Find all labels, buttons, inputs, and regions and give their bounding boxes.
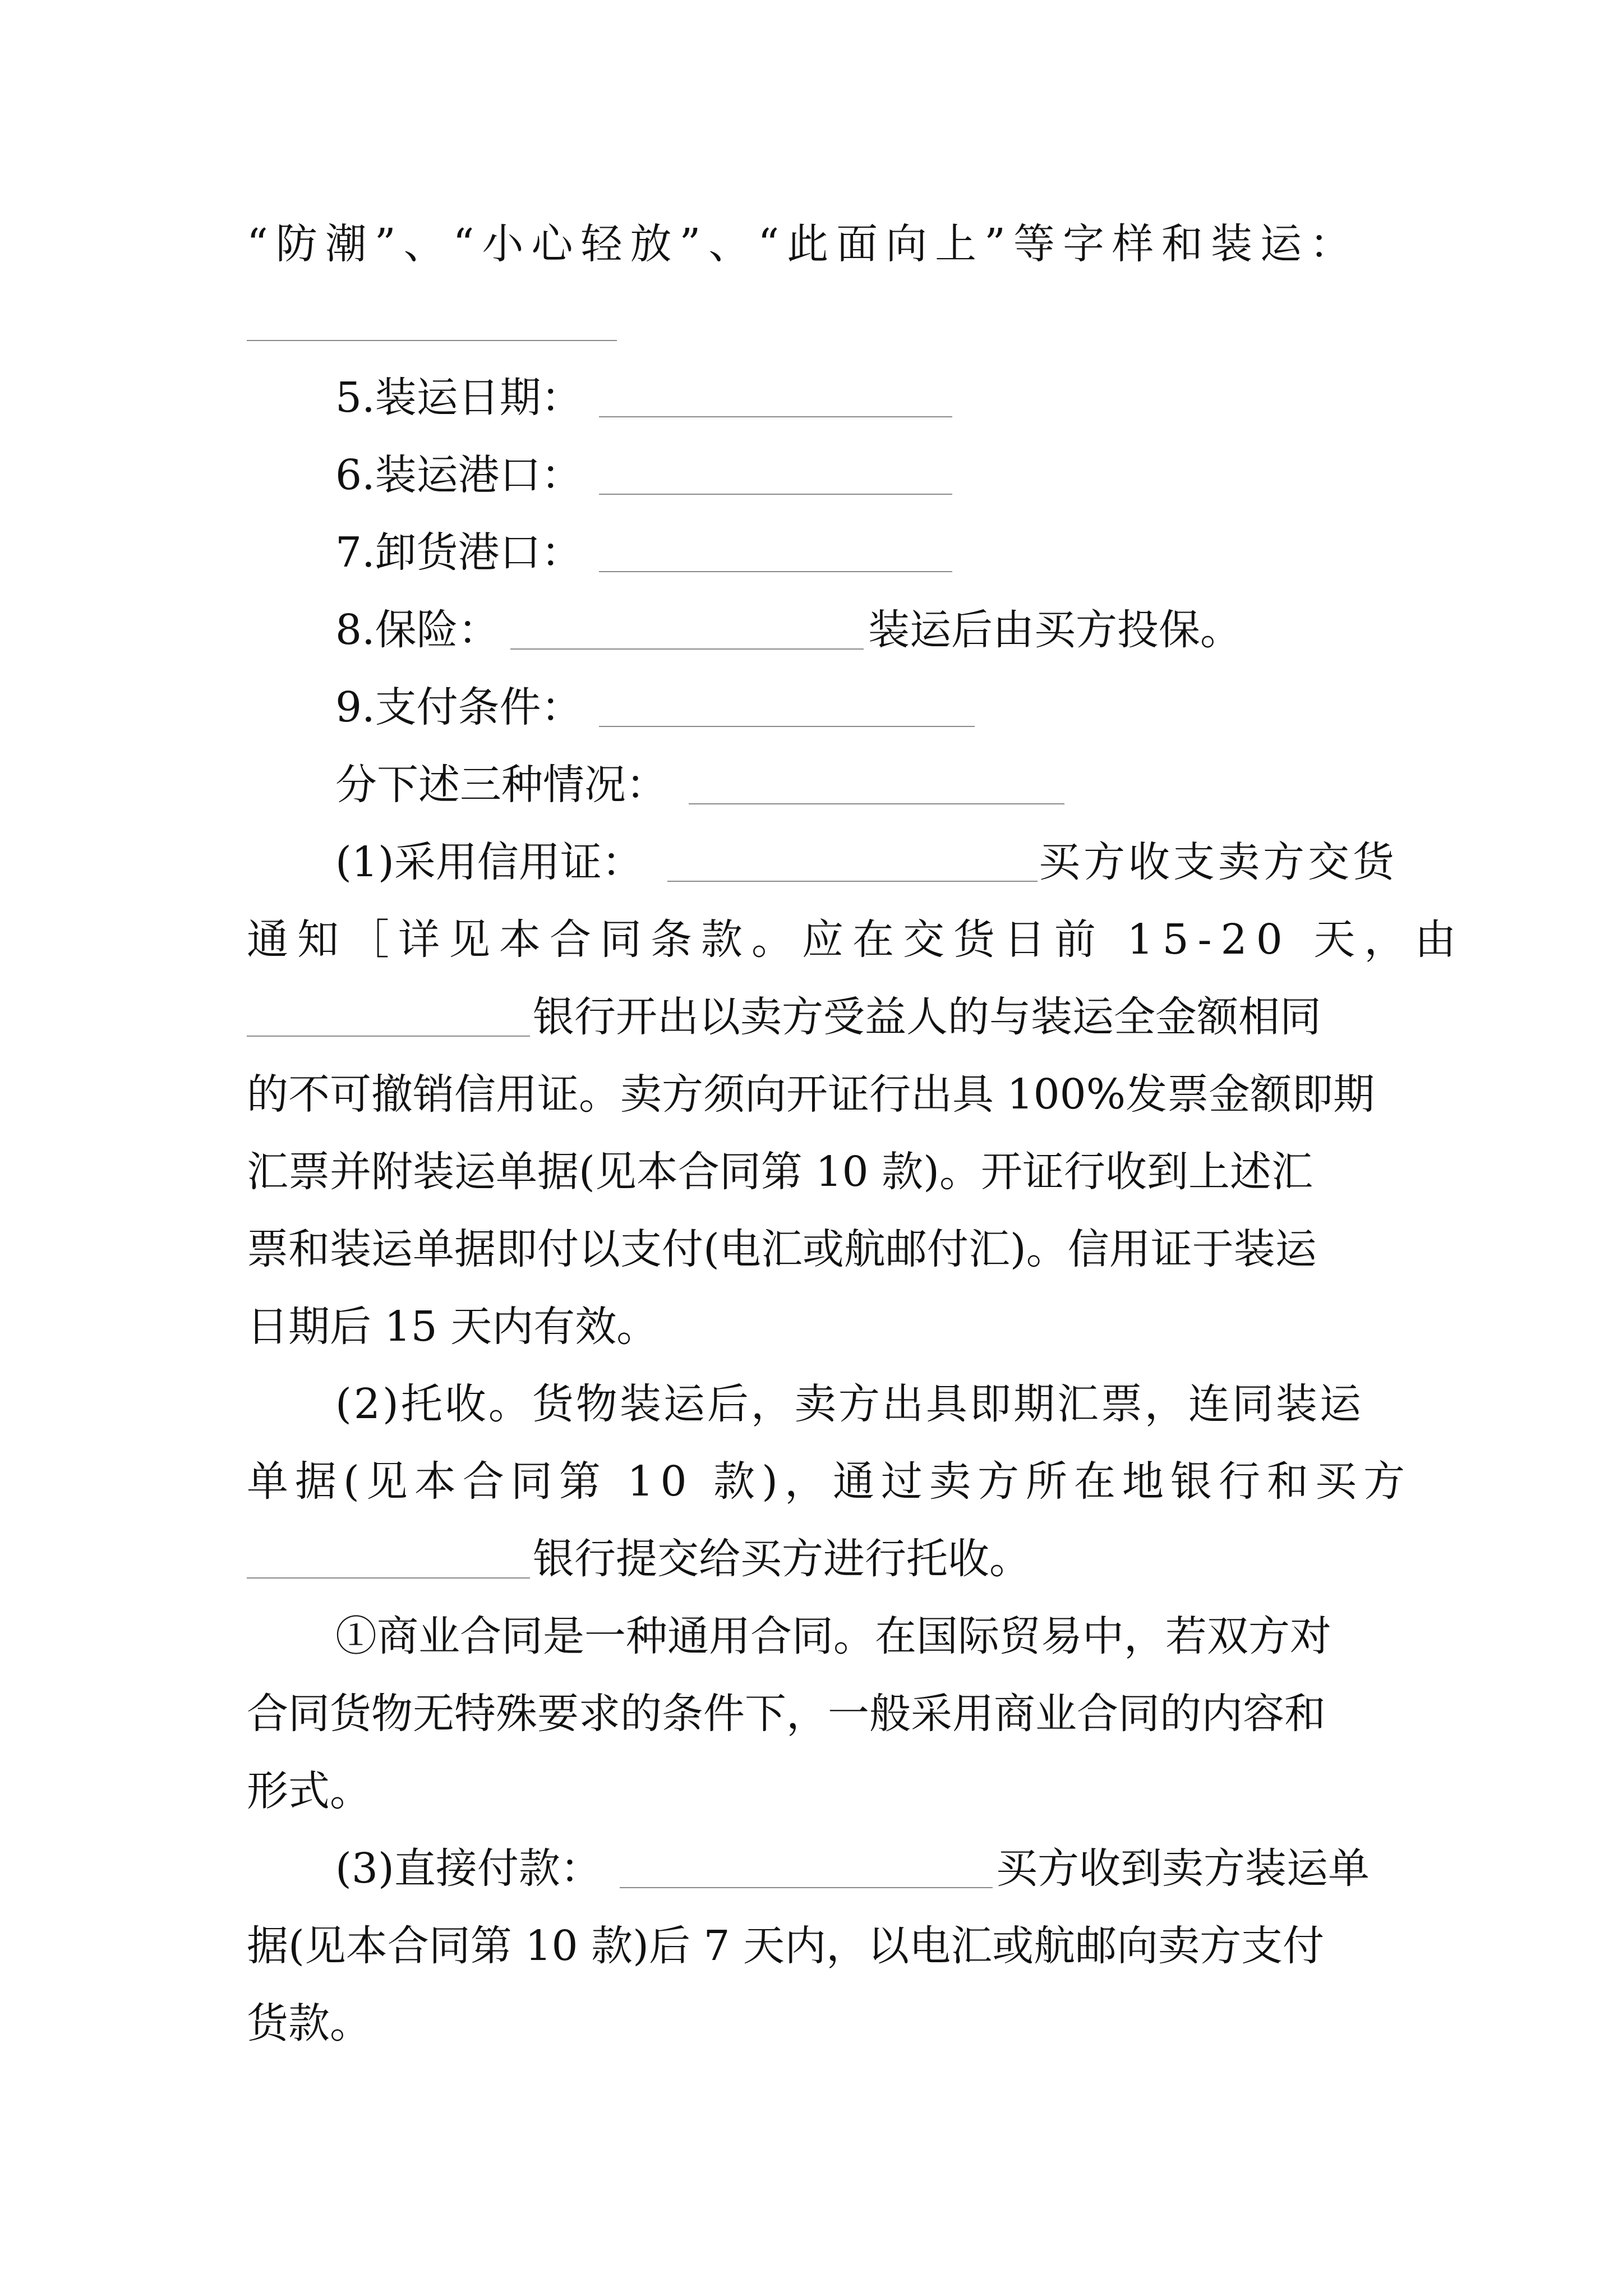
text-line — [0, 1288, 1623, 1365]
text-line — [0, 205, 1623, 283]
text-line-content: “防潮”、“小心轻放”、“此面向上”等字样和装运： — [247, 220, 1359, 268]
text-line-content: 合同货物无特殊要求的条件下，一般采用商业合同的内容和 — [247, 1690, 1326, 1738]
fill-blank — [599, 726, 975, 727]
text-line — [0, 1056, 1623, 1133]
text-line-content: 货款。 — [247, 1999, 371, 2047]
fill-blank — [599, 571, 952, 572]
field-label: (3)直接付款： — [335, 1844, 602, 1893]
field-label: 5.装运日期： — [335, 374, 583, 422]
text-line — [0, 1443, 1623, 1520]
fill-blank — [689, 803, 1064, 804]
text-line — [0, 1133, 1623, 1211]
text-line — [0, 1675, 1623, 1752]
fill-blank — [247, 1577, 530, 1579]
text-line — [0, 901, 1623, 978]
fill-blank — [599, 416, 952, 417]
text-line-content: 银行开出以卖方受益人的与装运全金额相同 — [533, 993, 1321, 1041]
text-line — [0, 1752, 1623, 1830]
field-label: 6.装运港口： — [335, 451, 583, 499]
form-field-three-cases — [0, 746, 1623, 823]
field-label: (1)采用信用证： — [335, 838, 643, 886]
field-suffix: 买方收支卖方交货 — [1039, 838, 1398, 886]
text-line-content: 银行提交给买方进行托收。 — [533, 1535, 1031, 1583]
text-line-content: 票和装运单据即付以支付(电汇或航邮付汇)。信用证于装运 — [247, 1225, 1317, 1273]
fill-blank — [247, 340, 617, 341]
field-suffix: 买方收到卖方装运单 — [996, 1844, 1370, 1893]
form-field-shipment-date — [0, 359, 1623, 436]
text-line-content: ①商业合同是一种通用合同。在国际贸易中，若双方对 — [335, 1612, 1331, 1660]
text-line-content: 的不可撤销信用证。卖方须向开证行出具 100%发票金额即期 — [247, 1070, 1375, 1119]
paragraph-note — [0, 1598, 1623, 1675]
field-suffix: 装运后由买方投保。 — [868, 606, 1242, 654]
text-line-content: (2)托收。货物装运后，卖方出具即期汇票，连同装运 — [335, 1380, 1363, 1428]
text-line — [0, 1211, 1623, 1288]
field-label: 7.卸货港口： — [335, 528, 583, 577]
text-line-content: 通知［详见本合同条款。应在交货日前 15-20 天，由 — [247, 915, 1465, 964]
text-line-content: 汇票并附装运单据(见本合同第 10 款)。开证行收到上述汇 — [247, 1148, 1313, 1196]
paragraph-direct-payment — [0, 1830, 1623, 1907]
text-line — [0, 1520, 1623, 1598]
fill-blank — [599, 494, 952, 495]
paragraph-letter-of-credit — [0, 823, 1623, 901]
form-field-insurance — [0, 591, 1623, 669]
fill-blank — [667, 881, 1038, 882]
field-label: 8.保险： — [335, 606, 500, 654]
field-label: 分下述三种情况： — [335, 761, 667, 809]
fill-blank — [510, 648, 864, 650]
text-line-content: 单据(见本合同第 10 款)，通过卖方所在地银行和买方 — [247, 1457, 1412, 1506]
form-field-port-of-loading — [0, 436, 1623, 514]
form-field-payment-terms — [0, 669, 1623, 746]
form-field-port-of-discharge — [0, 514, 1623, 591]
text-line — [0, 1907, 1623, 1985]
text-line-content: 形式。 — [247, 1767, 371, 1815]
fill-blank — [620, 1887, 993, 1888]
paragraph-collection — [0, 1365, 1623, 1443]
text-line-content: 日期后 15 天内有效。 — [247, 1303, 658, 1351]
text-line — [0, 1985, 1623, 2062]
field-label: 9.支付条件： — [335, 683, 583, 731]
text-line — [0, 978, 1623, 1056]
fill-blank — [247, 1036, 530, 1037]
text-line-content: 据(见本合同第 10 款)后 7 天内，以电汇或航邮向卖方支付 — [247, 1922, 1325, 1970]
